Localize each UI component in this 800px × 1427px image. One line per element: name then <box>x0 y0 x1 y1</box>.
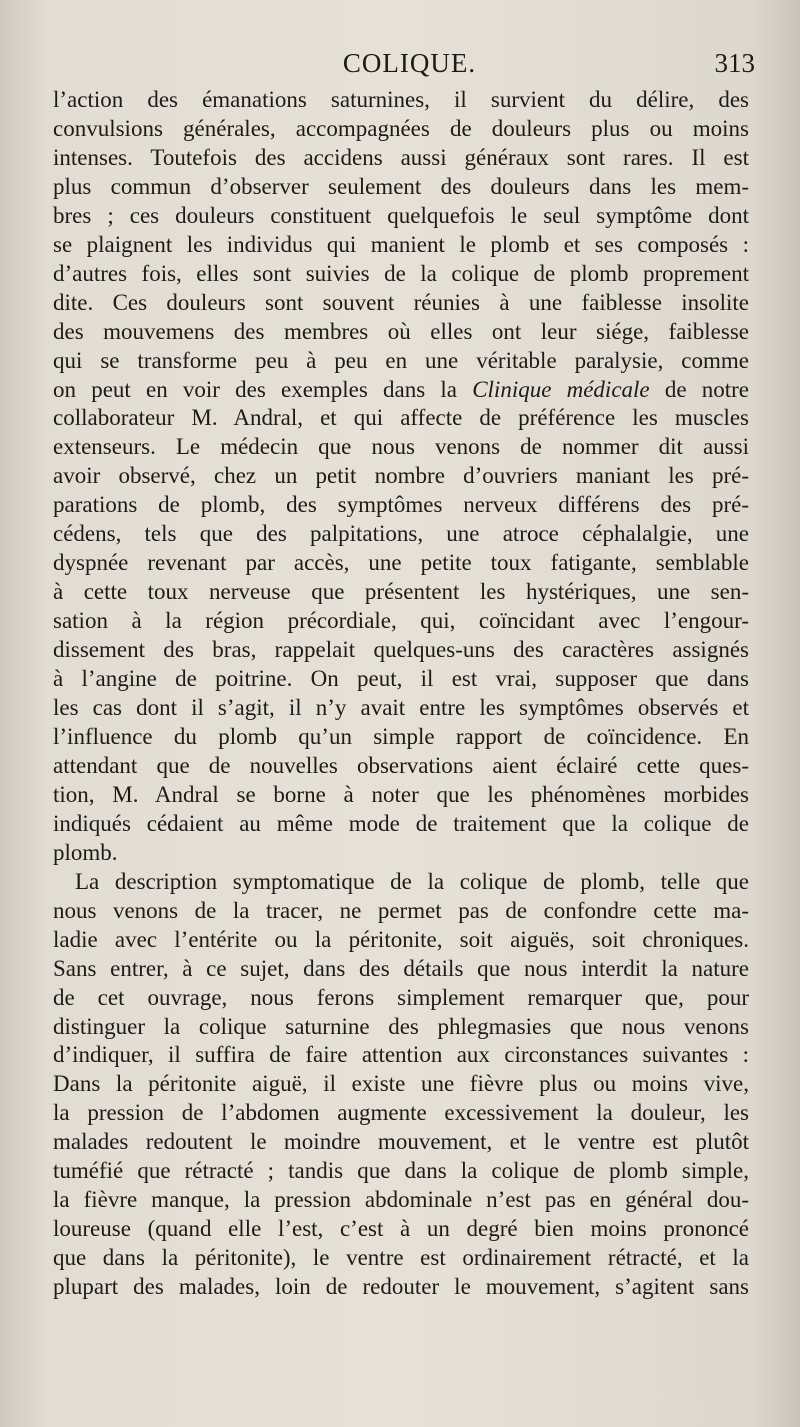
text-line: extenseurs. Le médecin que nous venons de nommer dit aussi <box>53 434 749 460</box>
text-line: Sans entrer, à ce sujet, dans des détails que nous interdit la nature <box>53 955 749 981</box>
text-line: distinguer la colique saturnine des phlegmasies que nous venons <box>53 1013 749 1039</box>
text-line: sation à la région précordiale, qui, coïncidant avec l’engour- <box>53 608 749 634</box>
text-line: l’influence du plomb qu’un simple rapport de coïncidence. En <box>53 723 749 749</box>
text-line: plupart des malades, loin de redouter le mouvement, s’agitent sans <box>53 1274 749 1300</box>
text-line: les cas dont il s’agit, il n’y avait entre les symptômes observés et <box>53 695 749 721</box>
text-line: cédens, tels que des palpitations, une atroce céphalalgie, une <box>53 521 749 547</box>
text-line: des mouvemens des membres où elles ont leur siége, faiblesse <box>53 318 749 344</box>
body-text <box>53 86 749 1302</box>
text-line: parations de plomb, des symptômes nerveux différens des pré- <box>53 492 749 518</box>
text-line: plus commun d’observer seulement des douleurs dans les mem- <box>53 173 749 199</box>
text-line-paragraph-start: La description symptomatique de la colique de plomb, telle que <box>75 868 749 894</box>
text-line: à cette toux nerveuse que présentent les hystériques, une sen- <box>53 579 749 605</box>
text-line: à l’angine de poitrine. On peut, il est vrai, supposer que dans <box>53 666 749 692</box>
text-line: tuméfié que rétracté ; tandis que dans la colique de plomb simple, <box>53 1158 749 1184</box>
text-line: dyspnée revenant par accès, une petite toux fatigante, semblable <box>53 550 749 576</box>
page-number: 313 <box>714 48 755 78</box>
text-line: malades redoutent le moindre mouvement, et le ventre est plutôt <box>53 1129 749 1155</box>
text-line: intenses. Toutefois des accidens aussi généraux sont rares. Il est <box>53 144 749 170</box>
text-line-paragraph-end: plomb. <box>53 839 118 865</box>
text-line: dissement des bras, rappelait quelques-uns des caractères assignés <box>53 637 749 663</box>
text-line: tion, M. Andral se borne à noter que les phénomènes morbides <box>53 781 749 807</box>
text-line: la fièvre manque, la pression abdominale n’est pas en général dou- <box>53 1187 749 1213</box>
page-header <box>52 48 767 88</box>
text-line: loureuse (quand elle l’est, c’est à un degré bien moins prononcé <box>53 1216 749 1242</box>
text-line: indiqués cédaient au même mode de traitement que la colique de <box>53 810 749 836</box>
text-line-with-italic <box>53 376 749 405</box>
text-line: l’action des émanations saturnines, il survient du délire, des <box>53 87 749 112</box>
text-line: nous venons de la tracer, ne permet pas de confondre cette ma- <box>53 897 749 923</box>
text-line: qui se transforme peu à peu en une véritable paralysie, comme <box>53 347 749 373</box>
text-line: ladie avec l’entérite ou la péritonite, soit aiguës, soit chroniques. <box>53 926 749 952</box>
text-line: se plaignent les individus qui manient le plomb et ses composés : <box>53 231 749 257</box>
text-line: que dans la péritonite), le ventre est ordinairement rétracté, et la <box>53 1245 749 1271</box>
text-segment: de notre <box>664 376 749 402</box>
text-line: d’autres fois, elles sont suivies de la colique de plomb proprement <box>53 260 749 286</box>
text-line: dite. Ces douleurs sont souvent réunies à une faiblesse insolite <box>53 289 749 315</box>
text-line: avoir observé, chez un petit nombre d’ouvriers maniant les pré- <box>53 463 749 489</box>
text-line: bres ; ces douleurs constituent quelquefois le seul symptôme dont <box>53 202 749 228</box>
italic-title: Clinique médicale <box>472 376 650 402</box>
text-line: Dans la péritonite aiguë, il existe une fièvre plus ou moins vive, <box>53 1071 749 1097</box>
text-segment: on peut en voir des exemples dans la <box>53 376 457 402</box>
text-line: convulsions générales, accompagnées de douleurs plus ou moins <box>53 115 749 141</box>
text-line: attendant que de nouvelles observations aient éclairé cette ques- <box>53 752 749 778</box>
running-title: COLIQUE. <box>342 48 477 78</box>
text-line: la pression de l’abdomen augmente excessivement la douleur, les <box>53 1100 749 1126</box>
text-line: de cet ouvrage, nous ferons simplement remarquer que, pour <box>53 984 749 1010</box>
text-line: collaborateur M. Andral, et qui affecte de préférence les muscles <box>53 405 749 431</box>
text-line: d’indiquer, il suffira de faire attention aux circonstances suivantes : <box>53 1042 749 1068</box>
